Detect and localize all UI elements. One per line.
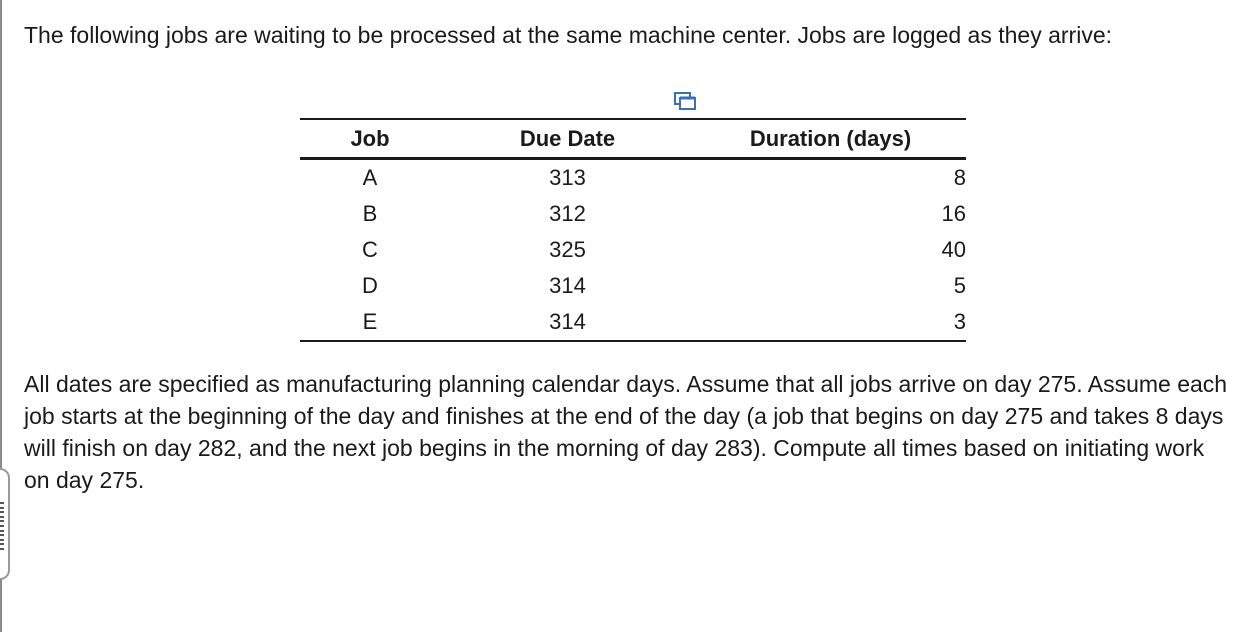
cell-duration: 5 <box>953 273 966 298</box>
cell-duration: 40 <box>941 237 966 262</box>
table-row <box>300 196 966 232</box>
cell-due-date: 312 <box>549 201 586 226</box>
table-row <box>300 268 966 304</box>
table-header-row <box>300 119 966 159</box>
header-job: Job <box>350 125 390 151</box>
header-duration: Duration (days) <box>749 125 912 151</box>
intro-text: The following jobs are waiting to be processed at the same machine center. Jobs are logged as they arrive: <box>24 22 1112 48</box>
cell-duration: 3 <box>695 304 966 341</box>
cell-job: B <box>362 201 378 226</box>
cell-due-date: 314 <box>440 304 695 341</box>
table-row <box>300 159 966 197</box>
cell-duration: 16 <box>941 201 966 226</box>
table-row <box>300 232 966 268</box>
cell-job: C <box>362 237 378 262</box>
instructions-text: All dates are specified as manufacturing planning calendar days. Assume that all jobs arrive on day 275. Assume each job starts at the beginning of the day and finishes at the end of the day (a job that begins on day 275 and takes 8 days will finish on day 282, and the next job begins in the morning of day 283). Compute all times based on initiating work on day 275. <box>24 371 1228 493</box>
cell-due-date: 313 <box>549 165 586 190</box>
cell-due-date: 314 <box>549 273 586 298</box>
table-row <box>300 304 966 341</box>
cell-job: E <box>300 304 440 341</box>
drag-handle-icon[interactable] <box>0 468 10 580</box>
jobs-table <box>300 118 966 342</box>
copy-table-icon[interactable] <box>674 92 696 110</box>
cell-due-date: 325 <box>549 237 586 262</box>
header-due-date: Due Date <box>519 125 616 151</box>
grip-lines <box>0 502 4 550</box>
cell-job: D <box>362 273 378 298</box>
cell-duration: 8 <box>953 165 966 190</box>
cell-job: A <box>362 165 378 190</box>
